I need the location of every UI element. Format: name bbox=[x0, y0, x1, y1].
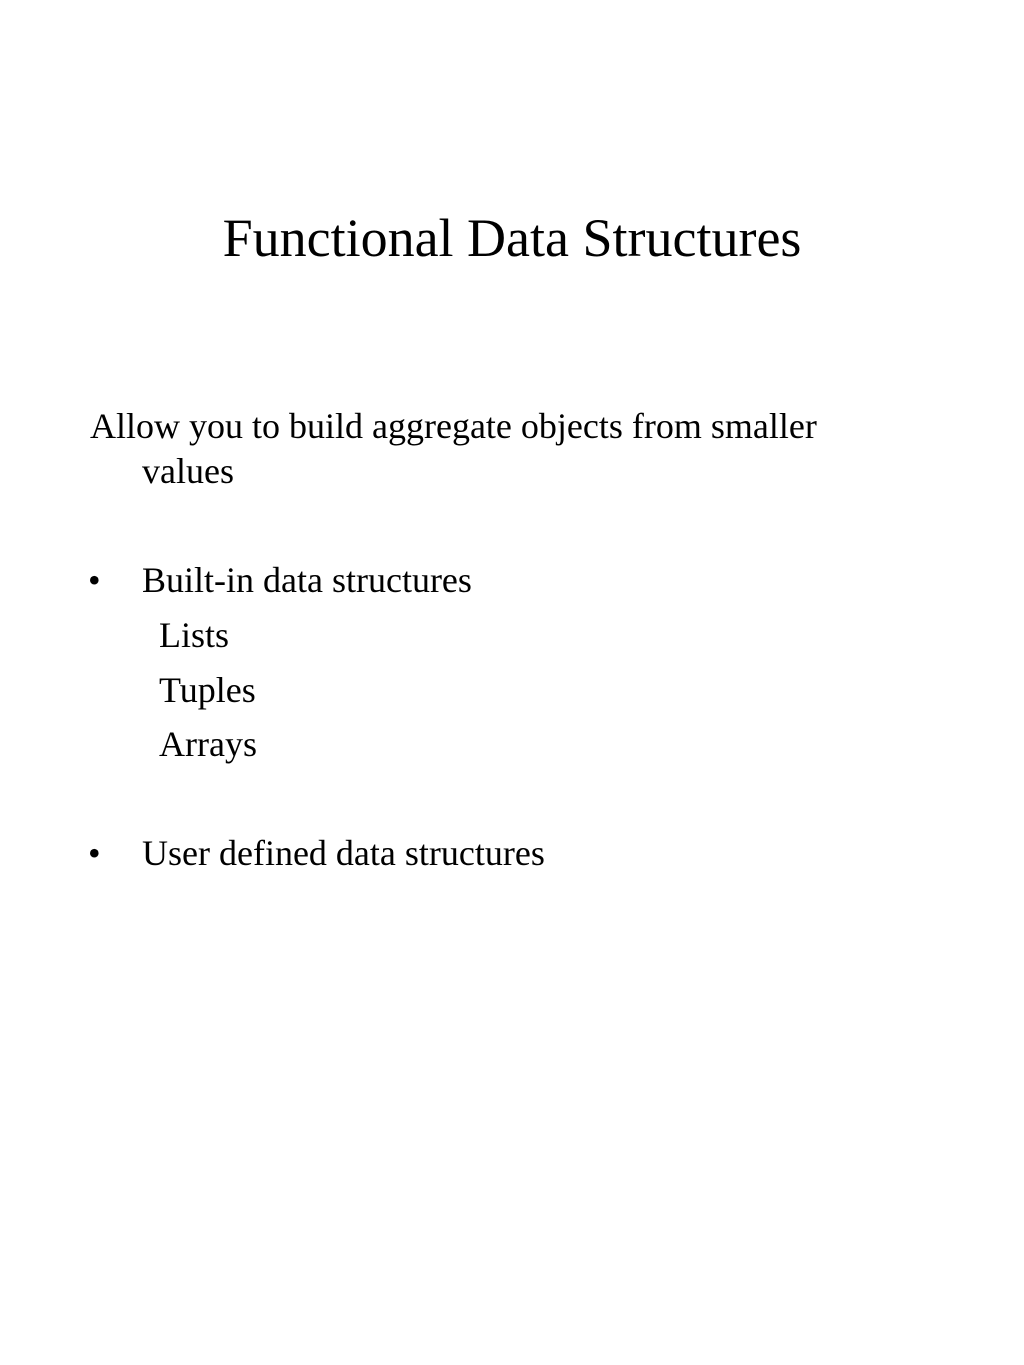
sub-item-lists: Lists bbox=[159, 615, 230, 655]
sub-item-tuples: Tuples bbox=[159, 670, 256, 710]
bullet-user-defined-data-structures: User defined data structures bbox=[142, 833, 545, 873]
bullet-dot-1: • bbox=[88, 560, 101, 600]
intro-line-1: Allow you to build aggregate objects from smaller bbox=[90, 406, 817, 446]
intro-paragraph bbox=[90, 404, 950, 494]
slide-title: Functional Data Structures bbox=[222, 208, 802, 268]
bullet-built-in-data-structures: Built-in data structures bbox=[142, 560, 472, 600]
intro-line-2: values bbox=[142, 451, 234, 491]
bullet-dot-2: • bbox=[88, 833, 101, 873]
sub-item-arrays: Arrays bbox=[159, 724, 257, 764]
